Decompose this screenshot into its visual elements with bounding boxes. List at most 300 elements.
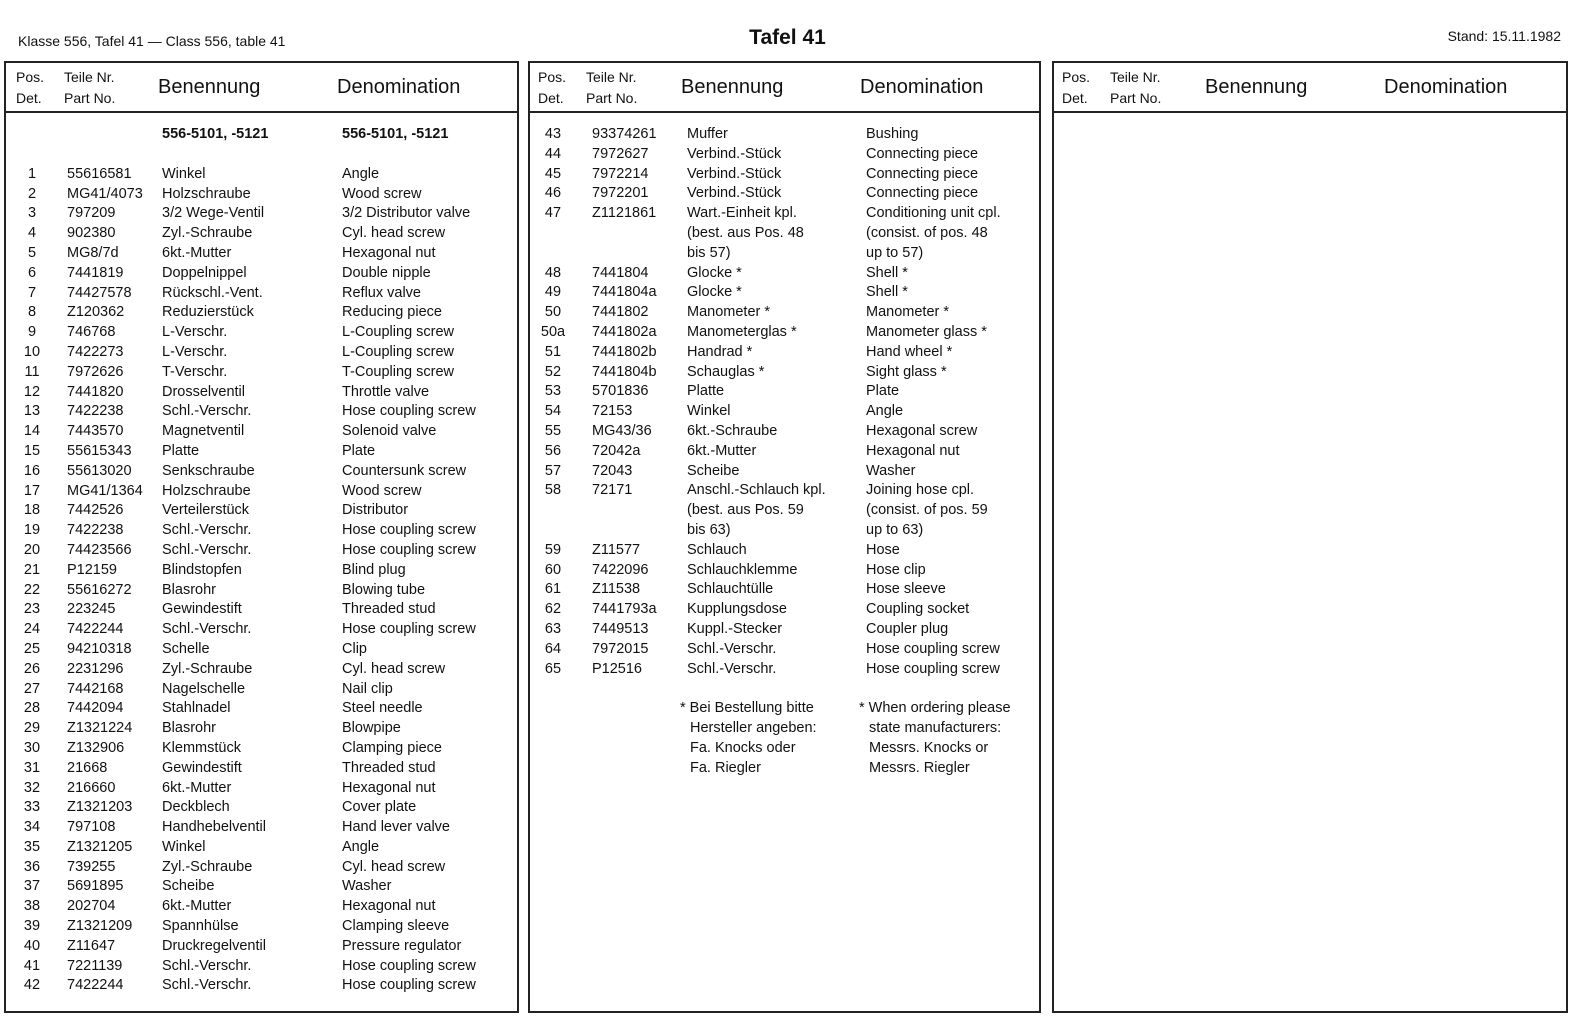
name-de-cell: Schl.-Verschr.	[162, 977, 252, 994]
footnote-en: * When ordering please	[859, 700, 1011, 717]
name-de-cell: Nagelschelle	[162, 680, 246, 697]
name-en-cell: L-Coupling screw	[342, 324, 455, 341]
part-number-cell: 7441802b	[592, 343, 657, 360]
pos-cell: 49	[544, 284, 562, 301]
part-number-cell: Z1321224	[67, 720, 133, 737]
name-de-cell: Winkel	[162, 165, 206, 182]
part-number-cell: 7422244	[67, 621, 124, 638]
name-en-cell: Plate	[866, 383, 900, 400]
table-row	[6, 483, 517, 503]
name-en-cell: Manometer *	[866, 304, 950, 321]
name-en-cell: Cover plate	[342, 799, 417, 816]
part-number-cell: Z120362	[67, 304, 125, 321]
name-en-cell: Shell *	[866, 264, 908, 281]
table-row	[530, 304, 1039, 324]
name-de-cell: Zyl.-Schraube	[162, 660, 253, 677]
name-en-header: Denomination	[1384, 76, 1508, 98]
name-en-cell: Joining hose cpl.	[866, 482, 975, 499]
footnote-line	[530, 740, 1039, 760]
name-de-cell: Winkel	[687, 403, 731, 420]
name-en-cell: Coupling socket	[866, 601, 970, 618]
name-en-cell: Hose coupling screw	[866, 660, 1000, 677]
name-de-cell: Blindstopfen	[162, 561, 242, 578]
name-de-header: Benennung	[681, 76, 784, 98]
name-en-cell: Hose coupling screw	[342, 522, 476, 539]
parts-panel-2	[528, 61, 1041, 1013]
name-en-cell: Reflux valve	[342, 284, 421, 301]
panel-header	[1054, 63, 1566, 113]
part-number-cell: MG43/36	[592, 422, 652, 439]
name-en-cell: Double nipple	[342, 264, 431, 281]
name-de-cell: L-Verschr.	[162, 324, 228, 341]
table-row	[6, 225, 517, 245]
name-en-cell: Shell *	[866, 284, 908, 301]
pos-cell: 5	[27, 244, 37, 261]
name-en-cell: Hose coupling screw	[342, 621, 476, 638]
name-en-cell: Blowpipe	[342, 720, 401, 737]
name-en-cell: Clamping piece	[342, 739, 442, 756]
pos-cell: 6	[27, 264, 37, 281]
part-number-cell: Z1321203	[67, 799, 133, 816]
pos-cell: 33	[23, 799, 41, 816]
name-de-cell: 6kt.-Mutter	[162, 779, 232, 796]
name-de-cell: Holzschraube	[162, 185, 251, 202]
table-row	[6, 443, 517, 463]
part-number-cell: 7221139	[67, 957, 123, 974]
name-en-cell: (consist. of pos. 59	[866, 502, 988, 519]
pos-cell: 61	[544, 581, 562, 598]
name-en-cell: Hose sleeve	[866, 581, 946, 598]
name-en-cell: Hexagonal nut	[342, 779, 436, 796]
pos-cell: 60	[544, 561, 562, 578]
part-number-cell: 55616272	[67, 581, 132, 598]
pos-cell: 11	[24, 363, 40, 380]
name-en-cell: Connecting piece	[866, 145, 979, 162]
pos-cell: 35	[23, 838, 41, 855]
name-en-cell: Blind plug	[342, 561, 406, 578]
pos-cell: 2	[27, 185, 37, 202]
table-row	[6, 641, 517, 661]
name-de-cell: Glocke *	[687, 284, 742, 301]
name-en-cell: Hexagonal screw	[866, 422, 978, 439]
part-number-cell: 7441804b	[592, 363, 657, 380]
part-header: Teile Nr. Part No.	[1110, 69, 1162, 106]
name-en-cell: Clip	[342, 640, 367, 657]
table-row	[530, 344, 1039, 364]
name-de-cell: L-Verschr.	[162, 343, 228, 360]
group-heading: 556-5101, -5121 556-5101, -5121	[162, 126, 449, 142]
table-row	[530, 463, 1039, 483]
name-de-cell: 6kt.-Schraube	[687, 422, 778, 439]
pos-cell: 50	[544, 304, 562, 321]
name-de-cell: Kupplungsdose	[687, 601, 787, 618]
pos-cell: 55	[544, 422, 562, 439]
pos-cell: 15	[23, 442, 41, 459]
pos-cell: 48	[544, 264, 562, 281]
pos-header: Pos. Det.	[538, 69, 567, 106]
pos-cell: 38	[23, 898, 41, 915]
part-number-cell: 7441819	[67, 264, 124, 281]
table-row	[6, 740, 517, 760]
table-row	[6, 918, 517, 938]
part-header: Teile Nr. Part No.	[586, 69, 638, 106]
name-de-cell: 6kt.-Mutter	[162, 898, 232, 915]
pos-header: Pos. Det.	[1062, 69, 1091, 106]
part-number-cell: Z11538	[592, 581, 641, 598]
table-row	[6, 166, 517, 186]
table-row	[6, 799, 517, 819]
part-number-cell: 94210318	[67, 640, 132, 657]
part-number-cell: 7422273	[67, 343, 124, 360]
table-row	[6, 582, 517, 602]
name-en-cell: 3/2 Distributor valve	[342, 205, 471, 222]
part-number-cell: Z1321209	[67, 918, 133, 935]
name-en-cell: Pressure regulator	[342, 937, 462, 954]
pos-cell: 54	[544, 403, 562, 420]
name-de-cell: Schlauchklemme	[687, 561, 798, 578]
name-de-cell: T-Verschr.	[162, 363, 228, 380]
name-de-cell: Schl.-Verschr.	[162, 403, 252, 420]
pos-cell: 1	[27, 165, 37, 182]
name-de-cell: Verteilerstück	[162, 502, 250, 519]
table-row	[6, 839, 517, 859]
part-number-cell: MG41/4073	[67, 185, 143, 202]
name-en-cell: Hand wheel *	[866, 343, 953, 360]
pos-cell: 37	[23, 878, 41, 895]
name-en-cell: Washer	[866, 462, 916, 479]
pos-cell: 46	[544, 185, 562, 202]
table-row	[6, 898, 517, 918]
name-de-cell: Schelle	[162, 640, 210, 657]
name-de-cell: Schauglas *	[687, 363, 765, 380]
pos-cell: 9	[27, 324, 37, 341]
table-row	[6, 265, 517, 285]
table-row	[6, 977, 517, 997]
part-number-cell: 7441802	[592, 304, 649, 321]
pos-cell: 52	[544, 363, 562, 380]
pos-cell: 20	[23, 541, 41, 558]
name-de-cell: Schlauch	[687, 541, 747, 558]
pos-cell: 63	[544, 620, 562, 637]
name-en-cell: Hose coupling screw	[342, 957, 476, 974]
table-row	[6, 700, 517, 720]
name-de-cell: Wart.-Einheit kpl.	[687, 205, 797, 222]
name-de-cell: Schlauchtülle	[687, 581, 774, 598]
part-number-cell: MG41/1364	[67, 482, 143, 499]
footnote-de: Hersteller angeben:	[690, 720, 817, 737]
name-en-cell: Reducing piece	[342, 304, 442, 321]
table-row	[6, 522, 517, 542]
pos-cell: 34	[23, 819, 41, 836]
part-number-cell: 746768	[67, 324, 116, 341]
table-row	[6, 601, 517, 621]
table-row	[6, 384, 517, 404]
part-number-cell: Z11647	[67, 937, 116, 954]
parts-panel-1	[4, 61, 519, 1013]
name-de-cell: Scheibe	[162, 878, 215, 895]
table-row	[530, 482, 1039, 502]
name-en-cell: Threaded stud	[342, 601, 436, 618]
pos-cell: 23	[23, 601, 41, 618]
part-number-cell: MG8/7d	[67, 244, 119, 261]
part-number-cell: 21668	[67, 759, 108, 776]
footnote-de: Fa. Riegler	[690, 759, 761, 776]
name-de-header: Benennung	[158, 76, 261, 98]
table-row	[530, 423, 1039, 443]
table-row	[6, 681, 517, 701]
name-en-cell: Conditioning unit cpl.	[866, 205, 1001, 222]
part-number-cell: 74423566	[67, 541, 132, 558]
header-date: Stand: 15.11.1982	[1447, 28, 1561, 44]
table-row	[6, 502, 517, 522]
part-number-cell: 7422244	[67, 977, 124, 994]
name-de-cell: Verbind.-Stück	[687, 165, 782, 182]
table-row	[530, 265, 1039, 285]
table-row	[6, 938, 517, 958]
name-de-cell: Blasrohr	[162, 581, 216, 598]
part-header: Teile Nr. Part No.	[64, 69, 116, 106]
pos-header: Pos. Det.	[16, 69, 45, 106]
part-number-cell: 55616581	[67, 165, 132, 182]
table-row	[530, 403, 1039, 423]
name-de-cell: Reduzierstück	[162, 304, 254, 321]
table-row	[6, 760, 517, 780]
pos-cell: 4	[27, 225, 37, 242]
name-en-cell: Hose clip	[866, 561, 926, 578]
header-left: Klasse 556, Tafel 41 — Class 556, table 41	[18, 33, 286, 49]
name-en-cell: Hose coupling screw	[342, 977, 476, 994]
name-en-cell: Bushing	[866, 126, 919, 142]
pos-cell: 25	[23, 640, 41, 657]
name-de-cell: Doppelnippel	[162, 264, 247, 281]
footnote-line	[530, 760, 1039, 780]
name-de-cell: Handrad *	[687, 343, 753, 360]
part-number-cell: 72153	[592, 403, 633, 420]
pos-cell: 39	[23, 918, 41, 935]
table-row	[6, 423, 517, 443]
pos-cell: 30	[23, 739, 41, 756]
name-en-cell: Hose coupling screw	[342, 403, 476, 420]
name-en-cell: Angle	[342, 165, 380, 182]
part-number-cell: 7441793a	[592, 601, 657, 618]
name-en-cell: Connecting piece	[866, 185, 979, 202]
pos-cell: 62	[544, 601, 562, 618]
name-en-cell: Hexagonal nut	[342, 244, 436, 261]
pos-cell: 58	[544, 482, 562, 499]
part-number-cell: 55613020	[67, 462, 132, 479]
part-number-cell: 7441802a	[592, 323, 657, 340]
pos-cell: 53	[544, 383, 562, 400]
pos-cell: 14	[23, 423, 41, 440]
name-en-cell: Manometer glass *	[866, 323, 987, 340]
name-en-cell: Solenoid valve	[342, 423, 437, 440]
name-en-cell: Blowing tube	[342, 581, 426, 598]
footnote-line	[530, 700, 1039, 720]
name-en-cell: Cyl. head screw	[342, 225, 446, 242]
panel-header	[530, 63, 1039, 113]
pos-cell: 24	[23, 621, 41, 638]
pos-cell: 21	[23, 561, 41, 578]
table-row	[6, 186, 517, 206]
part-number-cell: Z132906	[67, 739, 125, 756]
table-row	[6, 859, 517, 879]
pos-cell: 51	[544, 343, 562, 360]
name-de-cell: Handhebelventil	[162, 819, 266, 836]
table-row	[6, 878, 517, 898]
name-de-cell: Verbind.-Stück	[687, 185, 782, 202]
name-en-cell: Angle	[342, 838, 380, 855]
part-number-cell: 7422238	[67, 522, 124, 539]
part-number-cell: 72043	[592, 462, 633, 479]
part-number-cell: 7442168	[67, 680, 124, 697]
table-row	[6, 364, 517, 384]
pos-cell: 36	[23, 858, 41, 875]
table-row	[530, 641, 1039, 661]
name-de-cell: Senkschraube	[162, 462, 255, 479]
name-de-cell: Stahlnadel	[162, 700, 231, 717]
part-number-cell: Z1321205	[67, 838, 133, 855]
name-de-cell: bis 57)	[687, 244, 731, 261]
table-row	[6, 780, 517, 800]
name-en-cell: Hose	[866, 541, 900, 558]
table-row	[6, 463, 517, 483]
name-de-cell: Druckregelventil	[162, 937, 266, 954]
name-en-cell: Hexagonal nut	[866, 442, 960, 459]
name-en-cell: Angle	[866, 403, 904, 420]
name-en-cell: Throttle valve	[342, 383, 430, 400]
footnote-en: Messrs. Riegler	[869, 759, 970, 776]
name-en-cell: Threaded stud	[342, 759, 436, 776]
part-number-cell: 223245	[67, 601, 116, 618]
table-row	[6, 819, 517, 839]
name-en-cell: Coupler plug	[866, 620, 949, 637]
name-en-cell: Hose coupling screw	[866, 640, 1000, 657]
footnote-de: * Bei Bestellung bitte	[680, 700, 814, 717]
name-de-cell: bis 63)	[687, 521, 731, 538]
page-title: Tafel 41	[749, 26, 826, 49]
footnote-en: state manufacturers:	[869, 720, 1002, 737]
name-de-cell: Muffer	[687, 126, 728, 142]
name-de-cell: Schl.-Verschr.	[162, 522, 252, 539]
pos-cell: 29	[23, 720, 41, 737]
name-en-cell: L-Coupling screw	[342, 343, 455, 360]
part-number-cell: 72171	[592, 482, 633, 499]
name-de-cell: Schl.-Verschr.	[162, 957, 252, 974]
name-de-cell: Rückschl.-Vent.	[162, 284, 263, 301]
name-de-cell: Spannhülse	[162, 918, 239, 935]
pos-cell: 17	[23, 482, 41, 499]
table-row	[530, 522, 1039, 542]
part-number-cell: Z11577	[592, 541, 641, 558]
table-row	[530, 601, 1039, 621]
part-number-cell: 797209	[67, 205, 116, 222]
table-row	[530, 185, 1039, 205]
table-row	[530, 284, 1039, 304]
table-row	[6, 720, 517, 740]
name-en-cell: Clamping sleeve	[342, 918, 450, 935]
table-row	[530, 581, 1039, 601]
table-row	[6, 285, 517, 305]
name-de-cell: Verbind.-Stück	[687, 145, 782, 162]
name-en-cell: Distributor	[342, 502, 409, 519]
table-row	[6, 621, 517, 641]
part-number-cell: 7442094	[67, 700, 124, 717]
name-de-cell: Platte	[162, 442, 200, 459]
table-row	[530, 126, 1039, 146]
table-row	[530, 542, 1039, 562]
name-de-cell: Blasrohr	[162, 720, 216, 737]
part-number-cell: Z1121861	[592, 205, 657, 222]
name-en-cell: Cyl. head screw	[342, 660, 446, 677]
part-number-cell: 7422096	[592, 561, 649, 578]
table-row	[530, 621, 1039, 641]
name-de-cell: Holzschraube	[162, 482, 251, 499]
pos-cell: 56	[544, 442, 562, 459]
table-row	[6, 245, 517, 265]
pos-cell: 44	[544, 145, 562, 162]
name-en-cell: Wood screw	[342, 185, 422, 202]
pos-cell: 41	[23, 957, 41, 974]
name-de-cell: Manometer *	[687, 304, 771, 321]
table-row	[6, 403, 517, 423]
name-de-cell: Klemmstück	[162, 739, 241, 756]
part-number-cell: 7972201	[592, 185, 649, 202]
pos-cell: 42	[23, 977, 41, 994]
name-en-cell: Nail clip	[342, 680, 393, 697]
footnote-de: Fa. Knocks oder	[690, 739, 796, 756]
name-de-cell: Platte	[687, 383, 725, 400]
name-en-cell: T-Coupling screw	[342, 363, 455, 380]
table-row	[530, 205, 1039, 225]
pos-cell: 12	[23, 383, 41, 400]
table-row	[530, 661, 1039, 681]
part-number-cell: 216660	[67, 779, 116, 796]
panel-header	[6, 63, 517, 113]
name-en-cell: up to 57)	[866, 244, 924, 261]
name-de-cell: Anschl.-Schlauch kpl.	[687, 482, 826, 499]
name-en-cell: Hand lever valve	[342, 819, 450, 836]
part-number-cell: 7441804	[592, 264, 649, 281]
pos-cell: 50a	[540, 323, 566, 340]
part-number-cell: 7441820	[67, 383, 124, 400]
part-number-cell: 797108	[67, 819, 116, 836]
parts-panel-3	[1052, 61, 1568, 1013]
part-number-cell: 74427578	[67, 284, 132, 301]
table-row	[6, 304, 517, 324]
name-de-cell: Glocke *	[687, 264, 742, 281]
part-number-cell: 202704	[67, 898, 116, 915]
part-number-cell: 7449513	[592, 620, 649, 637]
name-de-cell: (best. aus Pos. 48	[687, 224, 804, 241]
name-en-cell: Wood screw	[342, 482, 422, 499]
pos-cell: 31	[23, 759, 41, 776]
name-en-cell: Plate	[342, 442, 376, 459]
footnote-en: Messrs. Knocks or	[869, 739, 989, 756]
name-de-cell: Schl.-Verschr.	[162, 541, 252, 558]
name-de-cell: 3/2 Wege-Ventil	[162, 205, 265, 222]
pos-cell: 32	[23, 779, 41, 796]
name-de-cell: Schl.-Verschr.	[687, 660, 777, 677]
name-en-cell: Cyl. head screw	[342, 858, 446, 875]
name-de-cell: Drosselventil	[162, 383, 245, 400]
name-de-cell: Winkel	[162, 838, 206, 855]
part-number-cell: P12516	[592, 660, 642, 677]
part-number-cell: 93374261	[592, 126, 657, 142]
name-en-cell: Hose coupling screw	[342, 541, 476, 558]
name-de-cell: (best. aus Pos. 59	[687, 502, 804, 519]
table-row	[530, 324, 1039, 344]
part-number-cell: 7972214	[592, 165, 649, 182]
